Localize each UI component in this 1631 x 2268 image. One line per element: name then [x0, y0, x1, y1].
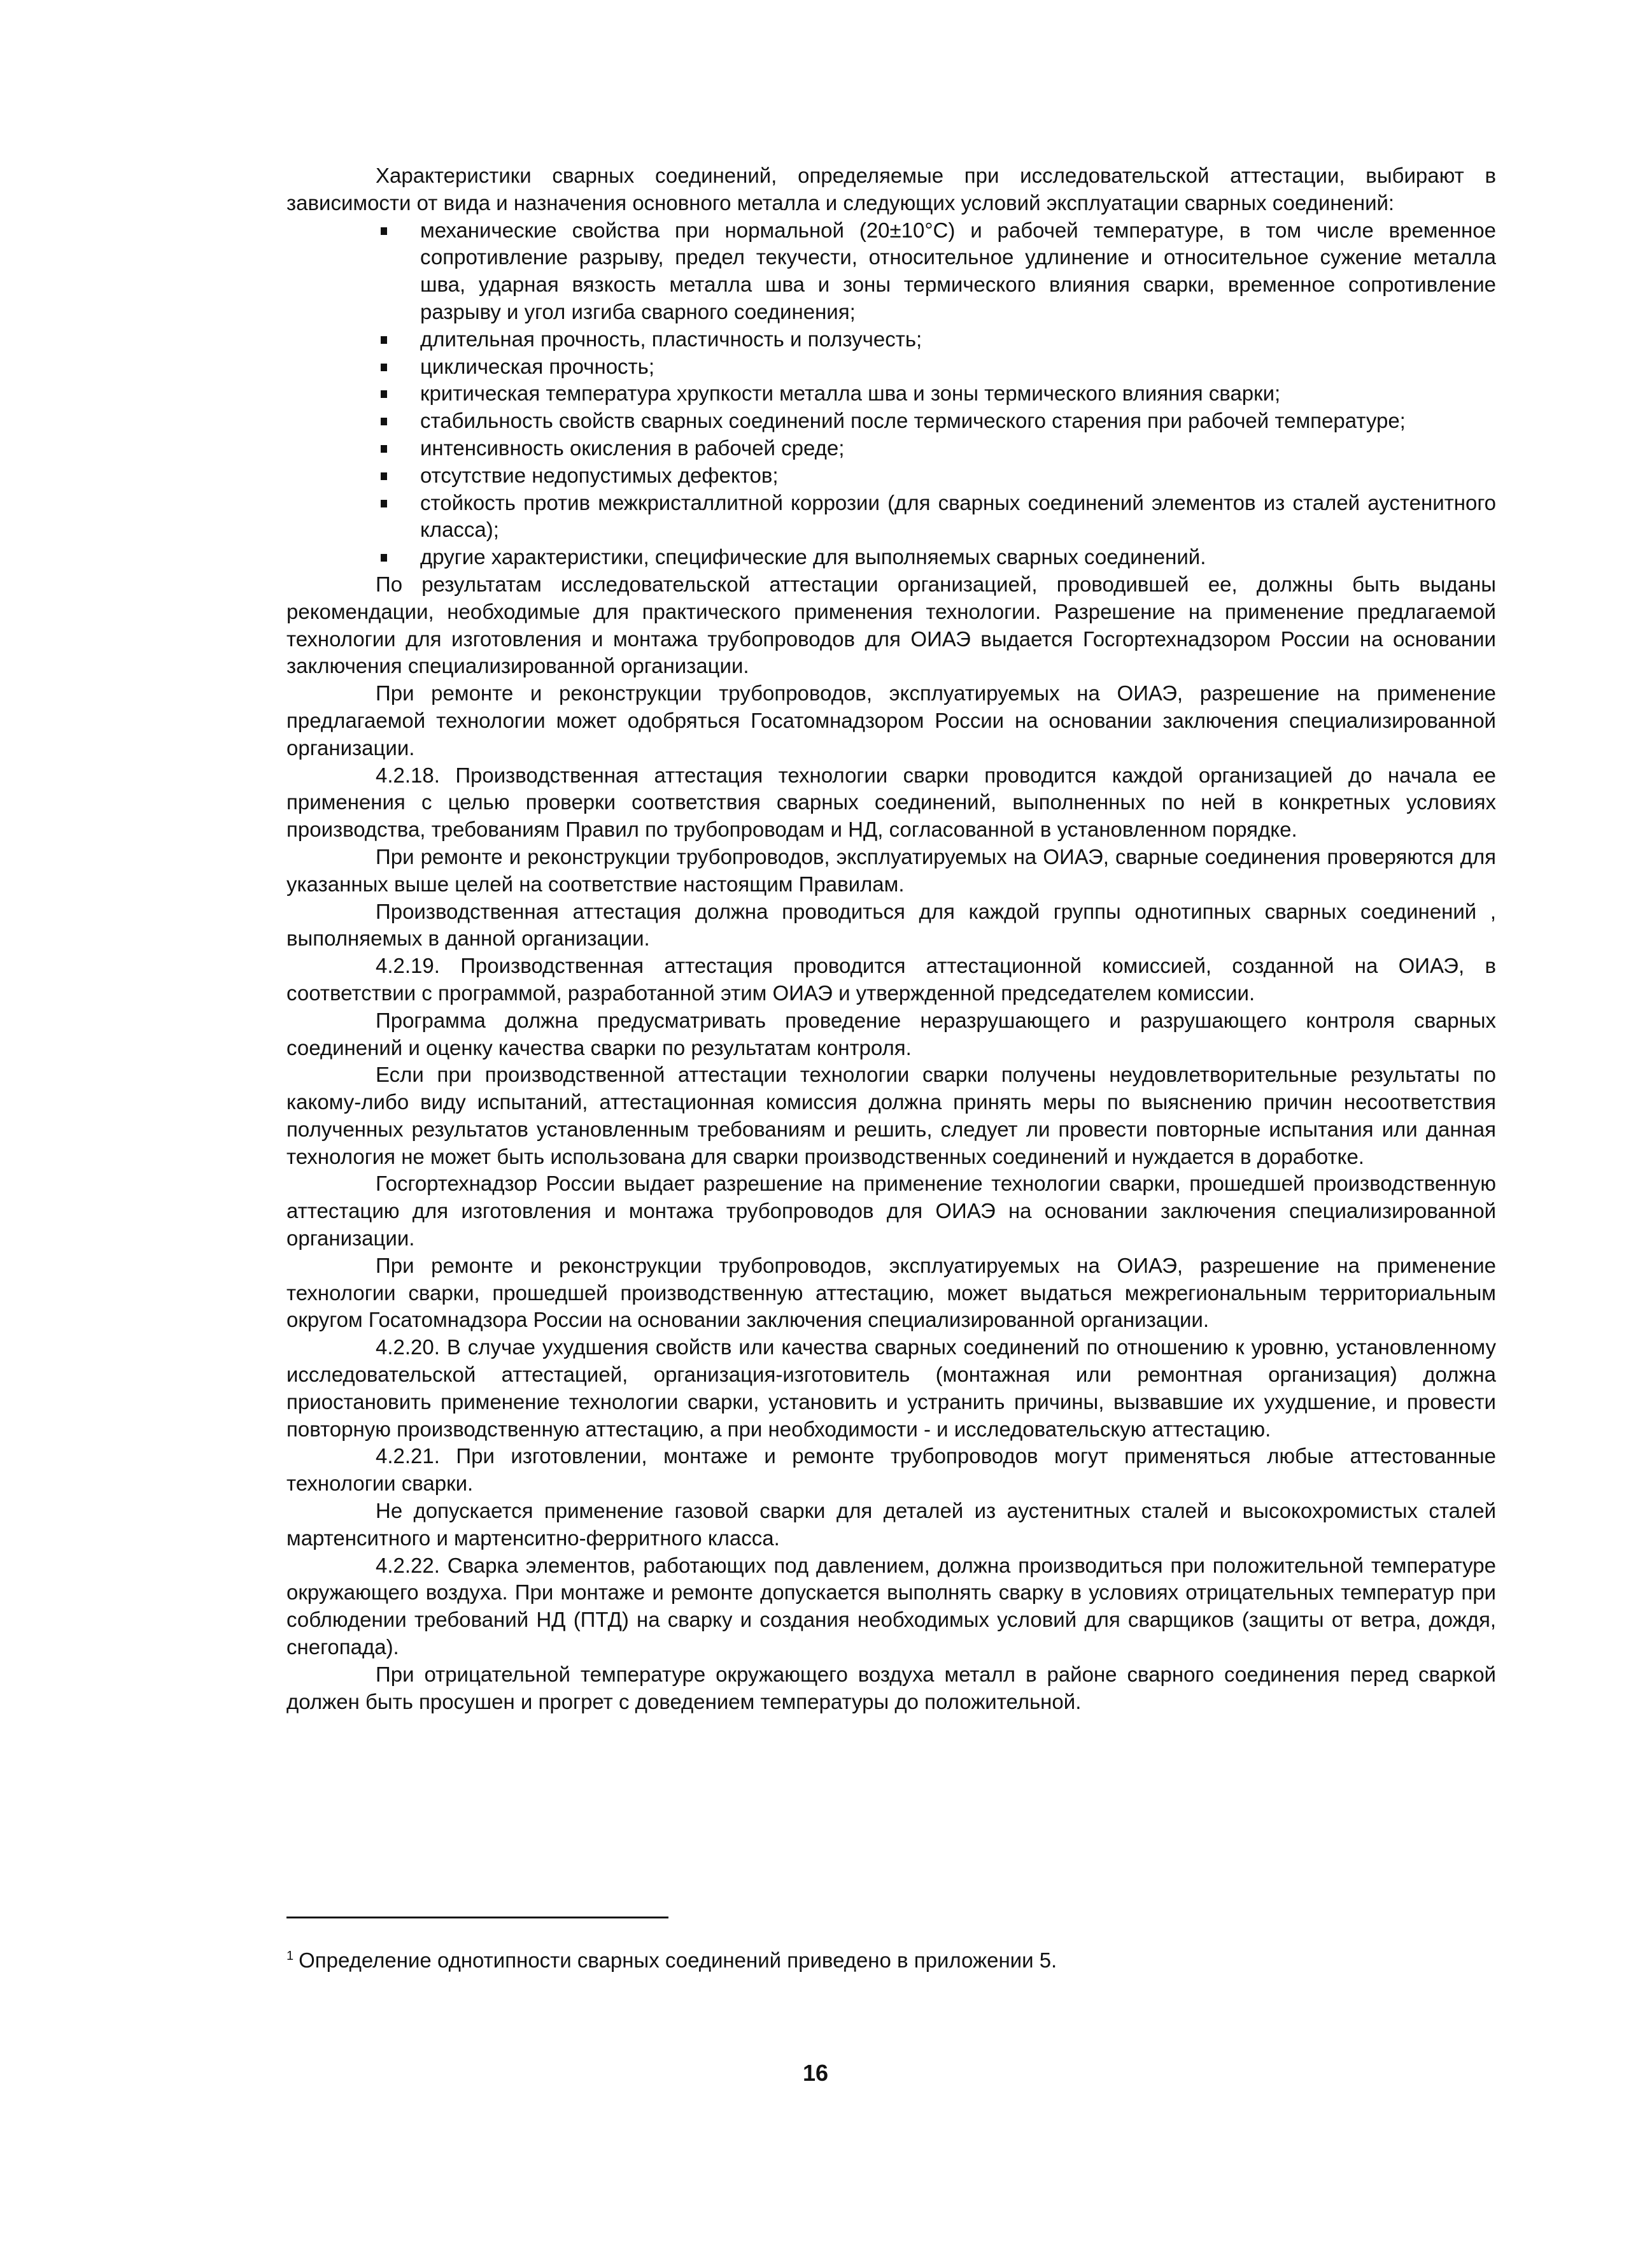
clause-4-2-21: 4.2.21. При изготовлении, монтаже и ремонте трубопроводов могут применяться любые аттестованные технологии сварки.: [286, 1444, 1496, 1496]
clause-4-2-20: 4.2.20. В случае ухудшения свойств или качества сварных соединений по отношению к уровню, установленному исследовательской аттестацией, организация-изготовитель (монтажная или ремонтная организация) должна приостановить применение технологии сварки, установить и устранить причины, вызвавшие их ухудшение, и провести повторную производственную аттестацию, а при необходимости - и исследовательскую аттестацию.: [286, 1335, 1496, 1441]
clause-4-2-18: 4.2.18. Производственная аттестация технологии сварки проводится каждой организацией до начала ее применения с целью проверки соответствия сварных соединений, выполненных по ней в конкретных условиях производства, требованиям Правил по трубопроводам и НД, согласованной в установленном порядке.: [286, 763, 1496, 842]
body-paragraph: Не допускается применение газовой сварки для деталей из аустенитных сталей и высокохромистых сталей мартенситного и мартенситно-ферритного класса.: [286, 1499, 1496, 1550]
footnote-divider: [286, 1917, 668, 1918]
footnote-text: Определение однотипности сварных соединений приведено в приложении 5.: [299, 1948, 1057, 1972]
bullet-icon: [381, 500, 387, 507]
list-item-text: длительная прочность, пластичность и ползучесть;: [420, 327, 922, 351]
list-item-text: критическая температура хрупкости металла шва и зоны термического влияния сварки;: [420, 381, 1281, 406]
bullet-icon: [381, 390, 387, 398]
body-paragraph: Производственная аттестация должна проводиться для каждой группы однотипных сварных соединений , выполняемых в данной организации.: [286, 899, 1496, 951]
list-item: [420, 544, 1496, 571]
main-text: [286, 162, 1496, 1715]
bullet-icon: [381, 472, 387, 480]
list-item: [420, 435, 1496, 462]
conditions-list: [286, 217, 1496, 571]
bullet-icon: [381, 364, 387, 371]
intro-paragraph: Характеристики сварных соединений, определяемые при исследовательской аттестации, выбирают в зависимости от вида и назначения основного металла и следующих условий эксплуатации сварных соединений:: [286, 164, 1496, 215]
list-item: [420, 326, 1496, 353]
list-item: [420, 490, 1496, 544]
list-item-text: интенсивность окисления в рабочей среде;: [420, 436, 845, 460]
bullet-icon: [381, 445, 387, 453]
bullet-icon: [381, 336, 387, 344]
body-paragraph: При отрицательной температуре окружающего воздуха металл в районе сварного соединения перед сваркой должен быть просушен и прогрет с доведением температуры до положительной.: [286, 1662, 1496, 1713]
list-item-text: другие характеристики, специфические для выполняемых сварных соединений.: [420, 545, 1206, 569]
list-item-text: циклическая прочность;: [420, 354, 655, 378]
footnote-mark: 1: [286, 1949, 294, 1963]
clause-4-2-22: 4.2.22. Сварка элементов, работающих под давлением, должна производиться при положительной температуре окружающего воздуха. При монтаже и ремонте допускается выполнять сварку в условиях отрицательных температур при соблюдении требований НД (ПТД) на сварку и создания необходимых условий для сварщиков (защиты от ветра, дождя, снегопада).: [286, 1553, 1496, 1659]
body-paragraph: Госгортехнадзор России выдает разрешение на применение технологии сварки, прошедшей производственную аттестацию для изготовления и монтажа трубопроводов для ОИАЭ на основании заключения специализированной организации.: [286, 1172, 1496, 1251]
bullet-icon: [381, 227, 387, 235]
body-paragraph: При ремонте и реконструкции трубопроводов, эксплуатируемых на ОИАЭ, разрешение на применение технологии сварки, прошедшей производственную аттестацию, может выдаться межрегиональным территориальным округом Госатомнадзора России на основании заключения специализированной организации.: [286, 1253, 1496, 1332]
body-paragraph: При ремонте и реконструкции трубопроводов, эксплуатируемых на ОИАЭ, разрешение на применение предлагаемой технологии может одобряться Госатомнадзором России на основании заключения специализированной организации.: [286, 681, 1496, 760]
clause-4-2-19: 4.2.19. Производственная аттестация проводится аттестационной комиссией, созданной на ОИАЭ, в соответствии с программой, разработанной этим ОИАЭ и утвержденной председателем комиссии.: [286, 954, 1496, 1005]
list-item: [420, 462, 1496, 490]
bullet-icon: [381, 418, 387, 425]
list-item: [420, 353, 1496, 381]
list-item-text: стойкость против межкристаллитной коррозии (для сварных соединений элементов из сталей аустенитного класса);: [420, 490, 1496, 542]
body-paragraph: Программа должна предусматривать проведение неразрушающего и разрушающего контроля сварных соединений и оценку качества сварки по результатам контроля.: [286, 1008, 1496, 1060]
bullet-icon: [381, 554, 387, 562]
body-paragraph: При ремонте и реконструкции трубопроводов, эксплуатируемых на ОИАЭ, сварные соединения проверяются для указанных выше целей на соответствие настоящим Правилам.: [286, 844, 1496, 896]
list-item: [420, 380, 1496, 408]
list-item-text: отсутствие недопустимых дефектов;: [420, 463, 779, 487]
list-item: [420, 217, 1496, 326]
footnote: [286, 1942, 1496, 1974]
list-item: [420, 408, 1496, 435]
body-paragraph: Если при производственной аттестации технологии сварки получены неудовлетворительные результаты по какому-либо виду испытаний, аттестационная комиссия должна принять меры по выяснению причин несоответствия полученных результатов установленным требованиям и решить, следует ли провести повторные испытания или данная технология не может быть использована для сварки производственных соединений и нуждается в доработке.: [286, 1063, 1496, 1168]
list-item-text: механические свойства при нормальной (20±10°С) и рабочей температуре, в том числе временное сопротивление разрыву, предел текучести, относительное удлинение и относительное сужение металла шва, ударная вязкость металла шва и зоны термического влияния сварки, временное сопротивление разрыву и угол изгиба сварного соединения;: [420, 218, 1496, 323]
list-item-text: стабильность свойств сварных соединений после термического старения при рабочей температуре;: [420, 409, 1406, 433]
body-paragraph: По результатам исследовательской аттестации организацией, проводившей ее, должны быть выданы рекомендации, необходимые для практического применения технологии. Разрешение на применение предлагаемой технологии для изготовления и монтажа трубопроводов для ОИАЭ выдается Госгортехнадзором России на основании заключения специализированной организации.: [286, 572, 1496, 678]
page-number: 16: [802, 2060, 829, 2086]
